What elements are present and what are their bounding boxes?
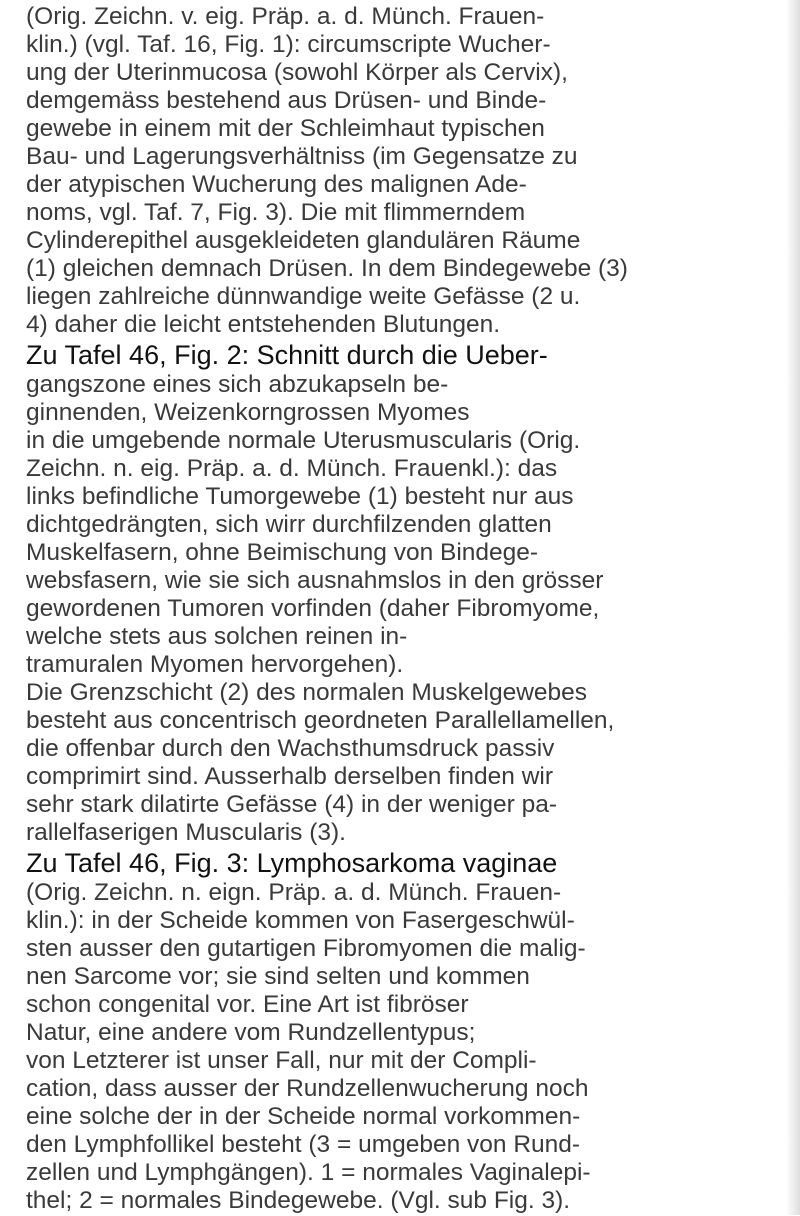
text-line: thel; 2 = normales Bindegewebe. (Vgl. sub Fig. 3).	[26, 1187, 571, 1214]
text-line: Zeichn. n. eig. Präp. a. d. Münch. Frauenkl.): das	[26, 455, 558, 482]
text-line: comprimirt sind. Ausserhalb derselben finden wir	[26, 763, 553, 790]
heading-text: Zu Tafel 46, Fig. 2: Schnitt durch die Ueber-	[26, 340, 548, 370]
text-line: nen Sarcome vor; sie sind selten und kommen	[26, 963, 530, 990]
text-line: sehr stark dilatirte Gefässe (4) in der weniger pa-	[26, 791, 558, 818]
text-line: gangszone eines sich abzukapseln be-	[26, 371, 449, 398]
text-line: 4) daher die leicht entstehenden Blutungen.	[26, 311, 501, 338]
text-line: besteht aus concentrisch geordneten Parallellamellen,	[26, 707, 615, 734]
text-line: eine solche der in der Scheide normal vorkommen-	[26, 1103, 581, 1130]
text-line: websfasern, wie sie sich ausnahmslos in den grösser	[26, 567, 604, 594]
text-line: den Lymphfollikel besteht (3 = umgeben von Rund-	[26, 1131, 581, 1158]
text-line: cation, dass ausser der Rundzellenwucherung noch	[26, 1075, 589, 1102]
text-line: rallelfaserigen Muscularis (3).	[26, 819, 346, 846]
text-line: Natur, eine andere vom Rundzellentypus;	[26, 1019, 476, 1046]
text-line: (Orig. Zeichn. v. eig. Präp. a. d. Münch. Frauen-	[26, 3, 545, 30]
text-line: ginnenden, Weizenkorngrossen Myomes	[26, 399, 470, 426]
text-line: schon congenital vor. Eine Art ist fibröser	[26, 991, 469, 1018]
text-line: links befindliche Tumorgewebe (1) besteht nur aus	[26, 483, 574, 510]
text-line: (Orig. Zeichn. n. eign. Präp. a. d. Münch. Frauen-	[26, 879, 562, 906]
text-line: gewebe in einem mit der Schleimhaut typischen	[26, 115, 545, 142]
text-line: klin.): in der Scheide kommen von Fasergeschwül-	[26, 907, 575, 934]
text-line: ung der Uterinmucosa (sowohl Körper als Cervix),	[26, 59, 568, 86]
text-line: sten ausser den gutartigen Fibromyomen die malig-	[26, 935, 586, 962]
text-line: Bau- und Lagerungsverhältniss (im Gegensatze zu	[26, 143, 578, 170]
page-edge-shadow	[786, 0, 800, 1215]
text-line: Muskelfasern, ohne Beimischung von Bindege-	[26, 539, 539, 566]
text-line: zellen und Lymphgängen). 1 = normales Vaginalepi-	[26, 1159, 591, 1186]
section-heading-fig3	[26, 848, 788, 878]
text-line: klin.) (vgl. Taf. 16, Fig. 1): circumscripte Wucher-	[26, 31, 551, 58]
heading-text: Zu Tafel 46, Fig. 3: Lymphosarkoma vaginae	[26, 848, 558, 878]
text-line: liegen zahlreiche dünnwandige weite Gefässe (2 u.	[26, 283, 581, 310]
text-line: die offenbar durch den Wachsthumsdruck passiv	[26, 735, 555, 762]
section-heading-fig2	[26, 340, 788, 370]
text-line: demgemäss bestehend aus Drüsen- und Binde-	[26, 87, 547, 114]
text-line: Die Grenzschicht (2) des normalen Muskelgewebes	[26, 679, 588, 706]
text-line: gewordenen Tumoren vorfinden (daher Fibromyome,	[26, 595, 600, 622]
text-line: von Letzterer ist unser Fall, nur mit der Compli-	[26, 1047, 537, 1074]
text-line: dichtgedrängten, sich wirr durchfilzenden glatten	[26, 511, 552, 538]
text-line: noms, vgl. Taf. 7, Fig. 3). Die mit flimmerndem	[26, 199, 526, 226]
text-line: (1) gleichen demnach Drüsen. In dem Bindegewebe (3)	[26, 255, 628, 282]
text-line: welche stets aus solchen reinen in-	[26, 623, 408, 650]
text-line: tramuralen Myomen hervorgehen).	[26, 651, 404, 678]
text-line: der atypischen Wucherung des malignen Ade-	[26, 171, 527, 198]
text-line: Cylinderepithel ausgekleideten glandulären Räume	[26, 227, 581, 254]
text-line: in die umgebende normale Uterusmuscularis (Orig.	[26, 427, 581, 454]
